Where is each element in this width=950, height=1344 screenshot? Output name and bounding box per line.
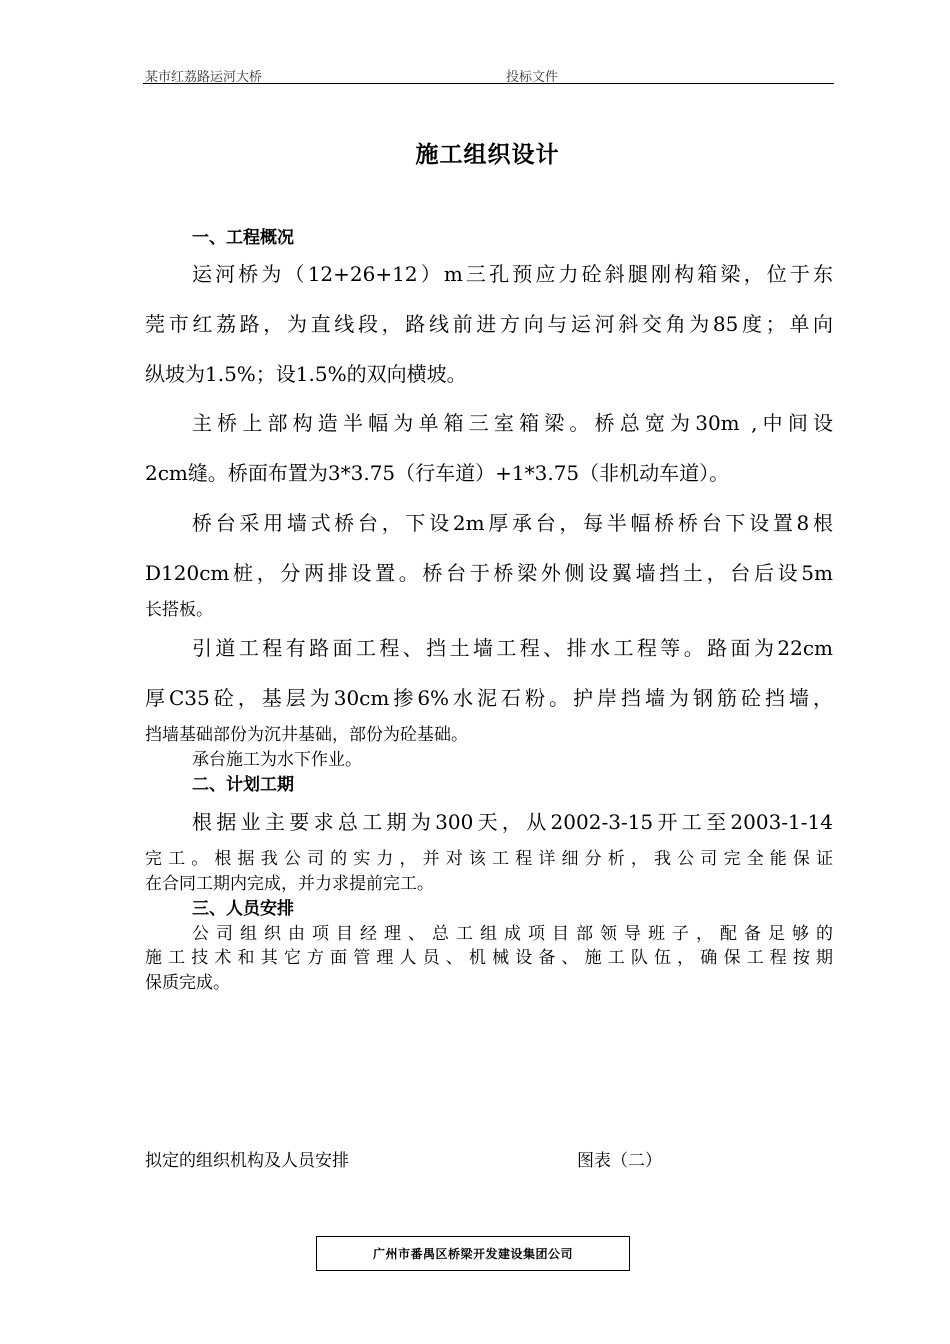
section1-line: D120cm桩，分两排设置。桥台于桥梁外侧设翼墙挡土，台后设5m [145, 561, 833, 585]
section2-line: 在合同工期内完成，并力求提前完工。 [145, 874, 434, 894]
header-doc-type: 投标文件 [506, 70, 559, 85]
section1-line: 厚C35砼，基层为30cm掺6%水泥石粉。护岸挡墙为钢筋砼挡墙， [145, 686, 833, 710]
section3-heading: 三、人员安排 [192, 899, 294, 919]
section1-line: 引道工程有路面工程、挡土墙工程、排水工程等。路面为22cm [192, 636, 833, 660]
org-chart-top-label: 广州市番禺区桥梁开发建设集团公司 [372, 1247, 573, 1261]
section2-line: 完工。根据我公司的实力，并对该工程详细分析，我公司完全能保证 [145, 849, 833, 869]
section2-heading: 二、计划工期 [192, 775, 294, 795]
section1-line: 桥台采用墙式桥台，下设2m厚承台，每半幅桥桥台下设置8根 [192, 511, 833, 535]
section1-line: 纵坡为1.5%；设1.5%的双向横坡。 [145, 362, 467, 386]
section1-line: 2cm缝。桥面布置为3*3.75（行车道）+1*3.75（非机动车道）。 [145, 461, 730, 485]
section3-line: 公司组织由项目经理、总工组成项目部领导班子，配备足够的 [192, 924, 833, 944]
org-chart-top-box [316, 1236, 630, 1271]
page-title: 施工组织设计 [415, 141, 560, 168]
header-divider [143, 83, 834, 84]
section2-line: 根据业主要求总工期为300天，从2002-3-15开工至2003-1-14 [192, 810, 833, 834]
section3-line: 保质完成。 [145, 973, 230, 993]
section1-line: 运河桥为（12+26+12）m三孔预应力砼斜腿刚构箱梁，位于东 [192, 262, 833, 286]
section1-line: 挡墙基础部份为沉井基础，部份为砼基础。 [145, 725, 468, 745]
section1-line: 莞市红荔路，为直线段，路线前进方向与运河斜交角为85度；单向 [145, 312, 833, 336]
figure-caption: 拟定的组织机构及人员安排 [145, 1151, 349, 1171]
section1-heading: 一、工程概况 [192, 228, 294, 248]
section3-line: 施工技术和其它方面管理人员、机械设备、施工队伍，确保工程按期 [145, 948, 833, 968]
header-project-name: 某市红荔路运河大桥 [145, 70, 263, 85]
figure-label: 图表（二） [577, 1151, 662, 1171]
section1-line: 承台施工为水下作业。 [192, 750, 362, 770]
section1-line: 长搭板。 [145, 600, 213, 620]
section1-line: 主桥上部构造半幅为单箱三室箱梁。桥总宽为30m ,中间设 [192, 411, 833, 435]
